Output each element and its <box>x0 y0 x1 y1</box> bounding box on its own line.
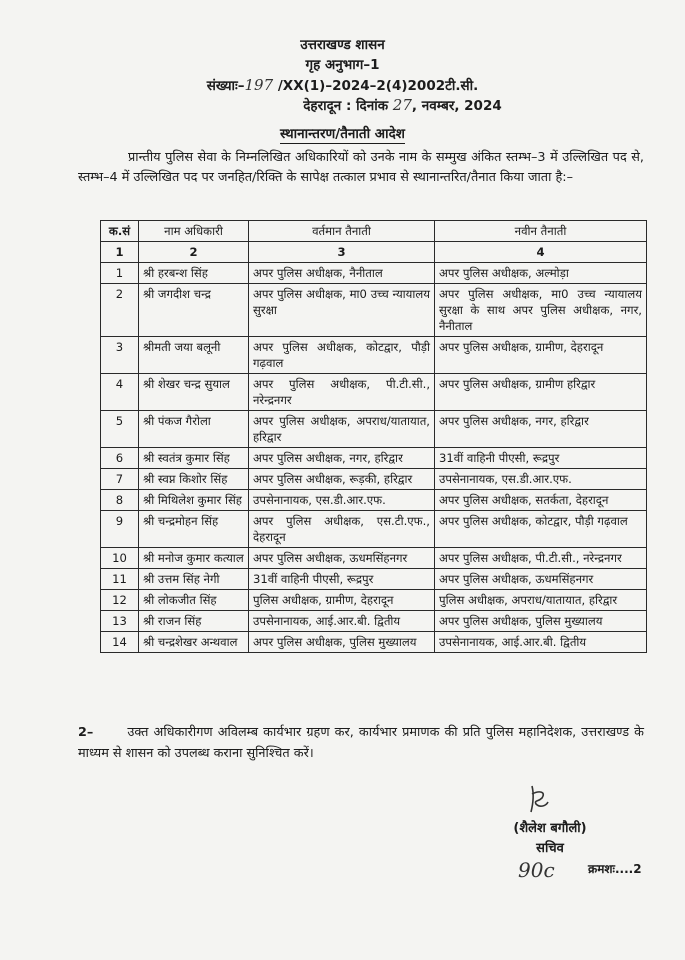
row-name: श्रीमती जया बलूनी <box>139 337 249 374</box>
table-row <box>101 590 647 611</box>
row-sn: 1 <box>101 263 139 284</box>
table-row <box>101 337 647 374</box>
col-number: 4 <box>435 242 647 263</box>
order-date-prefix: देहरादून : दिनांक <box>303 98 393 114</box>
row-current-posting: अपर पुलिस अधीक्षक, नैनीताल <box>249 263 435 284</box>
row-sn: 13 <box>101 611 139 632</box>
subject-text: स्थानान्तरण/तैनाती आदेश <box>280 126 405 142</box>
para-number: 2– <box>78 725 94 740</box>
col-number: 1 <box>101 242 139 263</box>
row-current-posting: अपर पुलिस अधीक्षक, एस.टी.एफ., देहरादून <box>249 511 435 548</box>
header-current-posting: वर्तमान तैनाती <box>249 221 435 242</box>
row-name: श्री राजन सिंह <box>139 611 249 632</box>
row-new-posting: अपर पुलिस अधीक्षक, सतर्कता, देहरादून <box>435 490 647 511</box>
row-name: श्री हरबन्श सिंह <box>139 263 249 284</box>
row-sn: 5 <box>101 411 139 448</box>
table-row <box>101 448 647 469</box>
row-current-posting: पुलिस अधीक्षक, ग्रामीण, देहरादून <box>249 590 435 611</box>
row-new-posting: उपसेनानायक, एस.डी.आर.एफ. <box>435 469 647 490</box>
row-new-posting: अपर पुलिस अधीक्षक, ग्रामीण, देहरादून <box>435 337 647 374</box>
row-name: श्री लोकजीत सिंह <box>139 590 249 611</box>
order-date <box>60 96 685 115</box>
row-new-posting: अपर पुलिस अधीक्षक, ऊधमसिंहनगर <box>435 569 647 590</box>
row-name: श्री मिथिलेश कुमार सिंह <box>139 490 249 511</box>
order-date-suffix: , नवम्बर, 2024 <box>411 98 502 114</box>
row-new-posting: अपर पुलिस अधीक्षक, ग्रामीण हरिद्वार <box>435 374 647 411</box>
row-new-posting: अपर पुलिस अधीक्षक, पी.टी.सी., नरेन्द्रनगर <box>435 548 647 569</box>
row-sn: 10 <box>101 548 139 569</box>
row-sn: 2 <box>101 284 139 337</box>
row-sn: 7 <box>101 469 139 490</box>
row-new-posting: 31वीं वाहिनी पीएसी, रूद्रपुर <box>435 448 647 469</box>
row-sn: 4 <box>101 374 139 411</box>
row-sn: 8 <box>101 490 139 511</box>
handwritten-initials: 90c <box>518 858 555 882</box>
row-name: श्री चन्द्रमोहन सिंह <box>139 511 249 548</box>
row-current-posting: अपर पुलिस अधीक्षक, पुलिस मुख्यालय <box>249 632 435 653</box>
subject-line <box>0 124 685 142</box>
row-current-posting: अपर पुलिस अधीक्षक, ऊधमसिंहनगर <box>249 548 435 569</box>
row-name: श्री पंकज गैरोला <box>139 411 249 448</box>
row-sn: 9 <box>101 511 139 548</box>
instruction-text: उक्त अधिकारीगण अविलम्ब कार्यभार ग्रहण कर, कार्यभार प्रमाणक की प्रति पुलिस महानिदेशक, उत्तराखण्ड के माध्यम से शासन को उपलब्ध कराना सुनिश्चित करें। <box>78 725 644 761</box>
row-current-posting: 31वीं वाहिनी पीएसी, रूद्रपुर <box>249 569 435 590</box>
signatory-title: सचिव <box>536 841 564 856</box>
row-sn: 12 <box>101 590 139 611</box>
row-sn: 6 <box>101 448 139 469</box>
row-new-posting: उपसेनानायक, आई.आर.बी. द्वितीय <box>435 632 647 653</box>
table-row <box>101 632 647 653</box>
row-name: श्री जगदीश चन्द्र <box>139 284 249 337</box>
govt-heading: उत्तराखण्ड शासन <box>300 37 385 53</box>
table-header-row <box>101 221 647 242</box>
row-current-posting: उपसेनानायक, एस.डी.आर.एफ. <box>249 490 435 511</box>
row-current-posting: अपर पुलिस अधीक्षक, पी.टी.सी., नरेन्द्रनगर <box>249 374 435 411</box>
order-number-prefix: संख्याः– <box>206 78 245 94</box>
order-date-handwritten: 27 <box>392 96 412 114</box>
table-row <box>101 263 647 284</box>
row-current-posting: अपर पुलिस अधीक्षक, रूड़की, हरिद्वार <box>249 469 435 490</box>
row-current-posting: उपसेनानायक, आई.आर.बी. द्वितीय <box>249 611 435 632</box>
table-row <box>101 411 647 448</box>
row-current-posting: अपर पुलिस अधीक्षक, नगर, हरिद्वार <box>249 448 435 469</box>
table-row <box>101 284 647 337</box>
row-name: श्री शेखर चन्द्र सुयाल <box>139 374 249 411</box>
column-number-row <box>101 242 647 263</box>
row-name: श्री स्वप्न किशोर सिंह <box>139 469 249 490</box>
row-name: श्री चन्द्रशेखर अन्थवाल <box>139 632 249 653</box>
order-number <box>0 76 685 95</box>
intro-paragraph <box>78 148 644 188</box>
row-sn: 3 <box>101 337 139 374</box>
table-row <box>101 490 647 511</box>
col-number: 3 <box>249 242 435 263</box>
header-name: नाम अधिकारी <box>139 221 249 242</box>
row-sn: 14 <box>101 632 139 653</box>
signatory-name: (शैलेश बगौली) <box>513 821 587 836</box>
row-new-posting: अपर पुलिस अधीक्षक, मा0 उच्च न्यायालय सुरक्षा के साथ अपर पुलिस अधीक्षक, नगर, नैनीताल <box>435 284 647 337</box>
row-sn: 11 <box>101 569 139 590</box>
row-name: श्री मनोज कुमार कत्याल <box>139 548 249 569</box>
table-row <box>101 511 647 548</box>
row-current-posting: अपर पुलिस अधीक्षक, कोटद्वार, पौड़ी गढ़वाल <box>249 337 435 374</box>
row-new-posting: पुलिस अधीक्षक, अपराध/यातायात, हरिद्वार <box>435 590 647 611</box>
row-current-posting: अपर पुलिस अधीक्षक, अपराध/यातायात, हरिद्वार <box>249 411 435 448</box>
table-row <box>101 469 647 490</box>
row-new-posting: अपर पुलिस अधीक्षक, कोटद्वार, पौड़ी गढ़वाल <box>435 511 647 548</box>
table-row <box>101 569 647 590</box>
table-row <box>101 374 647 411</box>
instruction-paragraph <box>78 722 644 764</box>
header-new-posting: नवीन तैनाती <box>435 221 647 242</box>
row-name: श्री उत्तम सिंह नेगी <box>139 569 249 590</box>
intro-text: प्रान्तीय पुलिस सेवा के निम्नलिखित अधिकारियों को उनके नाम के सम्मुख अंकित स्तम्भ–3 में उल्लिखित पद से, स्तम्भ–4 में उल्लिखित पद पर जनहित/रिक्ति के सापेक्ष तत्काल प्रभाव से स्थानान्तरित/तैनात किया जाता है:– <box>78 150 644 185</box>
order-number-suffix: /XX(1)–2024–2(4)2002टी.सी. <box>273 78 479 94</box>
row-current-posting: अपर पुलिस अधीक्षक, मा0 उच्च न्यायालय सुरक्षा <box>249 284 435 337</box>
signature-mark-icon <box>526 784 552 814</box>
row-name: श्री स्वतंत्र कुमार सिंह <box>139 448 249 469</box>
table-row <box>101 611 647 632</box>
row-new-posting: अपर पुलिस अधीक्षक, नगर, हरिद्वार <box>435 411 647 448</box>
order-number-handwritten: 197 <box>244 76 274 94</box>
header-sn: क.सं <box>101 221 139 242</box>
table-body <box>101 263 647 653</box>
col-number: 2 <box>139 242 249 263</box>
continuation-note: क्रमशः....2 <box>588 862 642 876</box>
row-new-posting: अपर पुलिस अधीक्षक, अल्मोड़ा <box>435 263 647 284</box>
row-new-posting: अपर पुलिस अधीक्षक, पुलिस मुख्यालय <box>435 611 647 632</box>
transfer-table <box>100 220 647 653</box>
section-heading: गृह अनुभाग–1 <box>305 57 380 73</box>
table-row <box>101 548 647 569</box>
